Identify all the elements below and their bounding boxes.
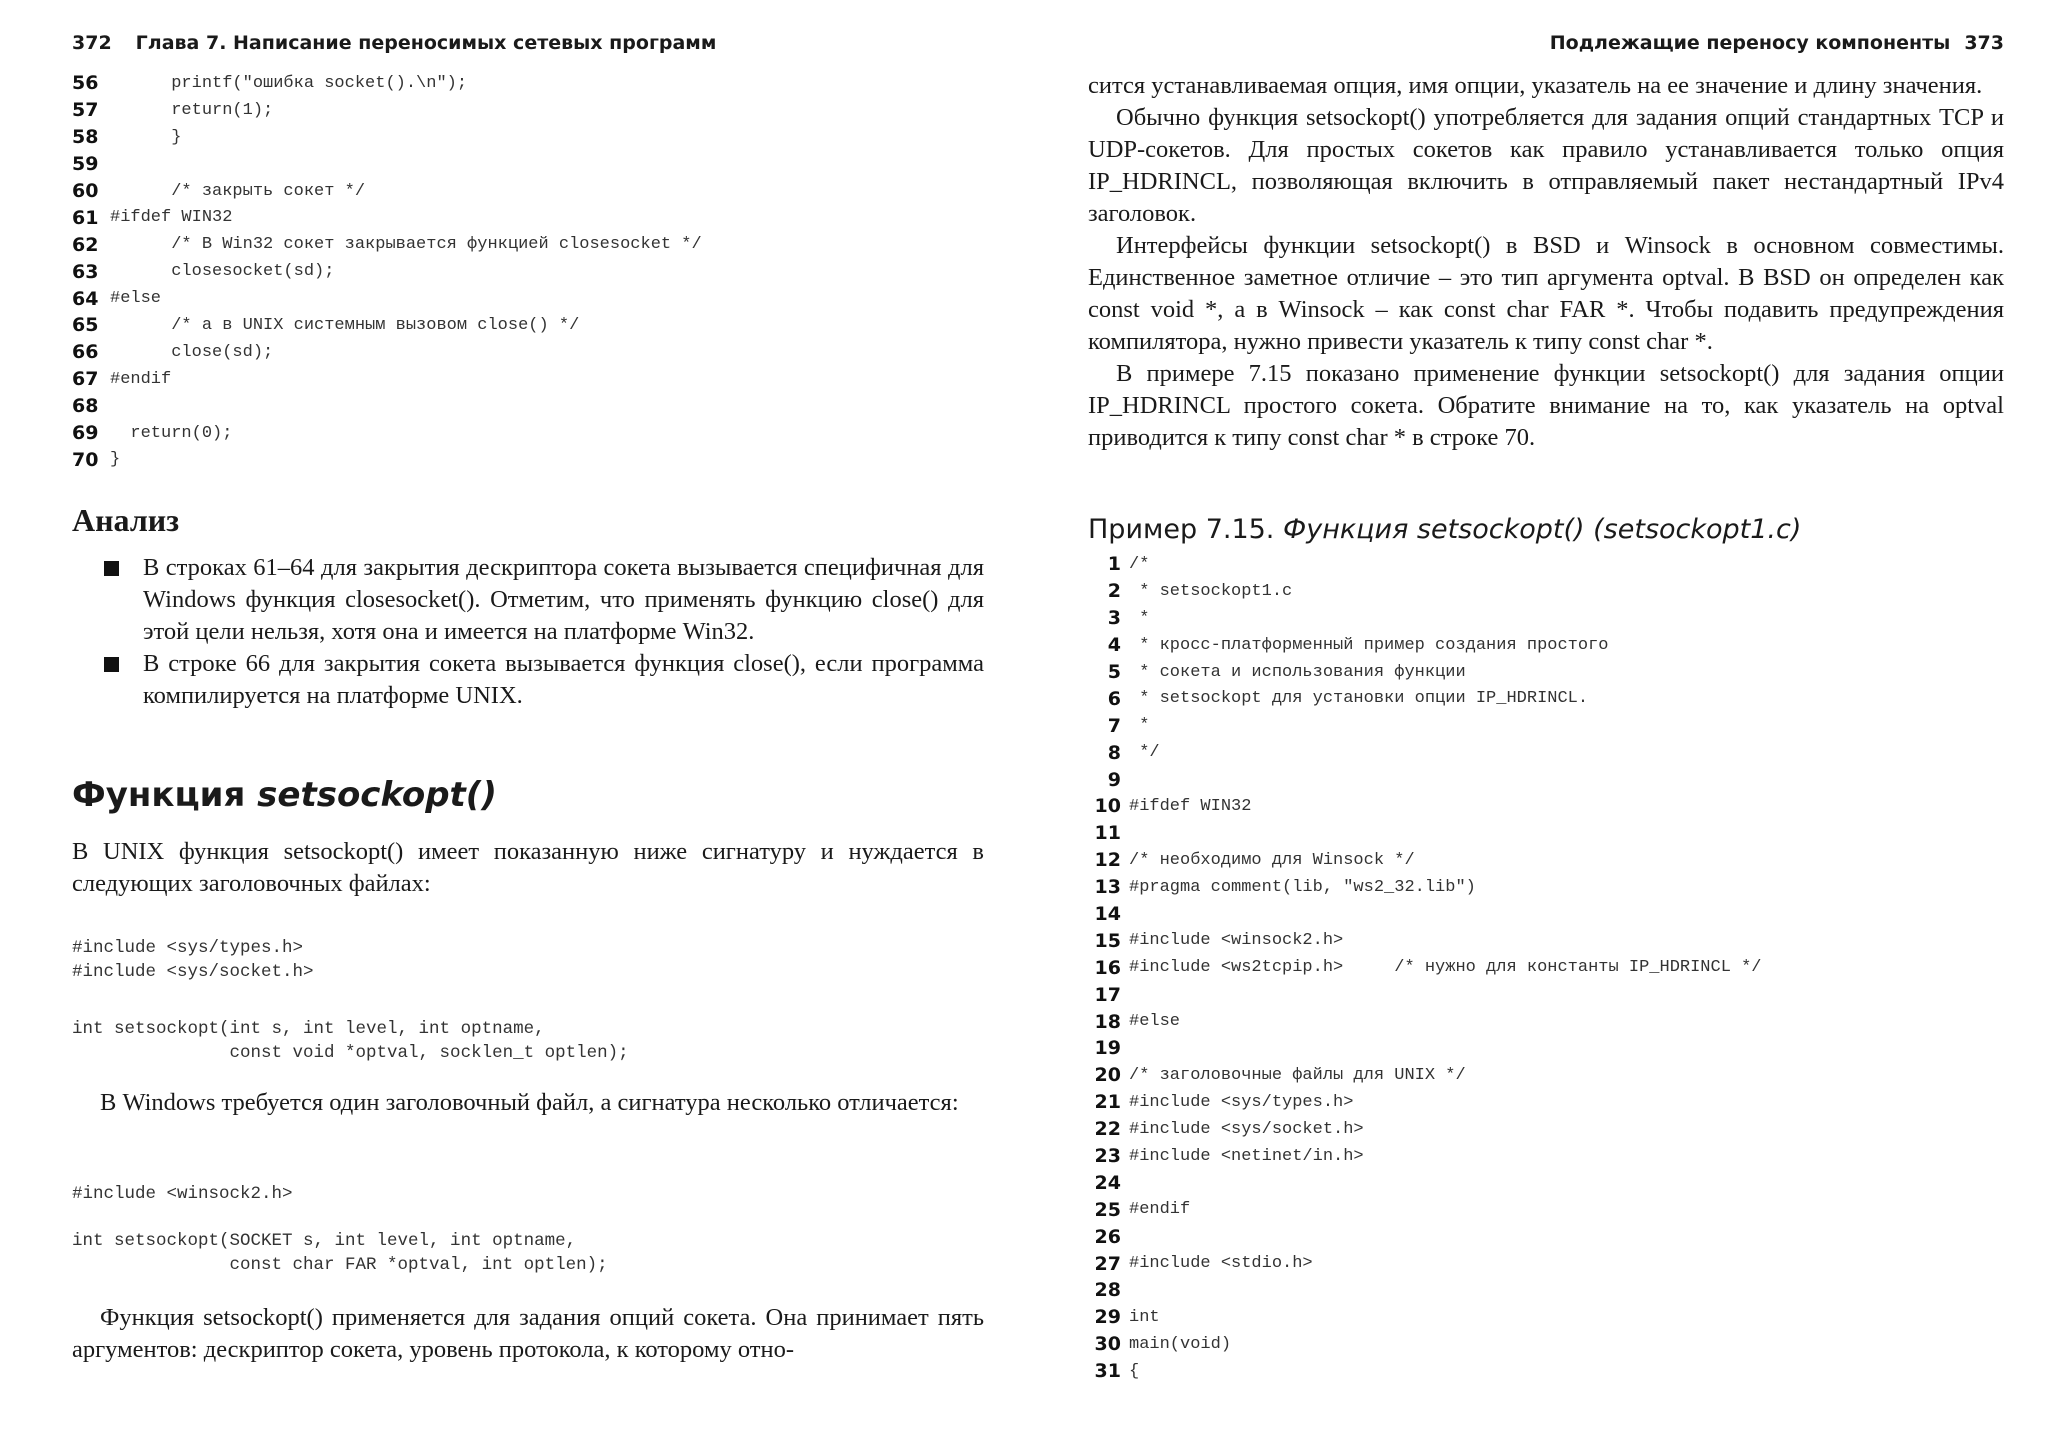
code-line [72,420,702,447]
example-caption [1088,514,1801,545]
code-line [1088,901,1762,928]
code-text: #include <netinet/in.h> [1129,1146,1364,1166]
code-line [1088,739,1762,766]
line-number: 22 [1094,1118,1121,1141]
code-text: /* закрыть сокет */ [110,181,366,201]
line-number: 6 [1107,687,1121,710]
code-line [1088,874,1762,901]
line-number: 10 [1094,795,1121,818]
line-number: 1 [1107,553,1121,576]
line-number: 66 [72,341,99,364]
line-number: 13 [1094,876,1121,899]
section-title [72,775,497,815]
line-number: 17 [1094,983,1121,1006]
paragraph: В UNIX функция setsockopt() имеет показанную ниже сигнатуру и нуждается в следующих заголовочных файлах: [72,838,984,897]
code-line [1088,1250,1762,1277]
code-listing-left [72,70,702,473]
code-line [1088,1331,1762,1358]
code-line [1088,659,1762,686]
code-line [1088,605,1762,632]
line-number: 12 [1094,849,1121,872]
bullet-text: В строке 66 для закрытия сокета вызывается функция close(), если программа компилируется на платформе UNIX. [143,650,984,709]
line-number: 15 [1094,929,1121,952]
line-number: 56 [72,72,99,95]
line-number: 23 [1094,1145,1121,1168]
code-line [1088,1169,1762,1196]
code-text: closesocket(sd); [110,262,335,282]
section-title-prefix: Функция [72,775,246,815]
code-line [1088,1116,1762,1143]
line-number: 29 [1094,1306,1121,1329]
code-text: main(void) [1129,1334,1232,1354]
code-text: /* [1129,554,1150,574]
code-line [72,151,702,178]
code-text: */ [1129,743,1160,763]
code-line [1088,578,1762,605]
square-bullet-icon [104,657,119,672]
line-number: 57 [72,99,99,122]
code-line [1088,766,1762,793]
code-line [72,70,702,97]
code-line [1088,793,1762,820]
left-page [72,0,984,1447]
code-line [1088,1062,1762,1089]
line-number: 8 [1107,741,1121,764]
line-number: 69 [72,422,99,445]
code-block-win-signature: int setsockopt(SOCKET s, int level, int optname, const char FAR *optval, int optlen); [72,1231,608,1275]
line-number: 5 [1107,661,1121,683]
code-text: /* заголовочные файлы для UNIX */ [1129,1065,1466,1085]
paragraph: Обычно функция setsockopt() употребляется для задания опций стандартных TCP и UDP-сокетов. Для простых сокетов как правило устанавливается только опция IP_HDRINCL, позволяющая включить в отправляемый пакет нестандартный IPv4 заголовок. [1088,104,2004,227]
analysis-heading: Анализ [72,502,180,538]
line-number: 26 [1094,1225,1121,1248]
code-text: /* а в UNIX системным вызовом close() */ [110,315,580,335]
bullet-text: В строках 61–64 для закрытия дескриптора сокета вызывается специфичная для Windows функция closesocket(). Отметим, что применять функцию close() для этой цели нельзя, хотя она и имеется на платформе Win32. [143,554,984,645]
code-text: #include <stdio.h> [1129,1254,1313,1274]
paragraph: В Windows требуется один заголовочный файл, а сигнатура несколько отличается: [100,1089,959,1116]
code-line [1088,981,1762,1008]
code-block-unix-signature: int setsockopt(int s, int level, int optname, const void *optval, socklen_t optlen); [72,1019,629,1063]
line-number: 61 [72,206,99,229]
bullet-list [72,552,984,712]
line-number: 21 [1094,1091,1121,1114]
code-line [72,178,702,205]
code-text: * [1129,716,1150,736]
paragraph: Интерфейсы функции setsockopt() в BSD и Winsock в основном совместимы. Единственное заметное отличие – это тип аргумента optval. В BSD он определен как const void *, а в Winsock – как const char FAR *. Чтобы подавить предупреждения компилятора, нужно привести указатель к типу const char *. [1088,232,2004,355]
code-text: * сокета и использования функции [1129,662,1466,682]
list-item [72,552,984,648]
code-line [72,231,702,258]
line-number: 30 [1094,1333,1121,1356]
code-line [1088,632,1762,659]
line-number: 4 [1107,634,1121,657]
line-number: 24 [1094,1171,1121,1194]
code-line [1088,1008,1762,1035]
code-line [1088,1035,1762,1062]
code-text: #endif [110,369,172,389]
line-number: 68 [72,395,99,418]
line-number: 18 [1094,1010,1121,1033]
code-text: /* В Win32 сокет закрывается функцией closesocket */ [110,235,702,255]
code-line [1088,685,1762,712]
line-number: 65 [72,314,99,337]
code-text: #else [110,289,162,309]
code-line [72,124,702,151]
paragraph: сится устанавливаемая опция, имя опции, указатель на ее значение и длину значения. [1088,72,1983,99]
code-line [72,258,702,285]
code-line [1088,1089,1762,1116]
code-listing-right [1088,551,1762,1385]
chapter-title: Глава 7. Написание переносимых сетевых программ [135,32,717,54]
code-text: #pragma comment(lib, "ws2_32.lib") [1129,877,1476,897]
page-number: 373 [1964,32,2004,54]
code-line [1088,847,1762,874]
list-item [72,648,984,712]
code-line [72,446,702,473]
line-number: 3 [1107,607,1121,630]
section-title-function: setsockopt() [257,775,497,815]
line-number: 20 [1094,1064,1121,1087]
line-number: 60 [72,180,99,202]
line-number: 64 [72,287,99,310]
code-text: #ifdef WIN32 [110,208,233,228]
code-line [1088,1223,1762,1250]
code-text: int [1129,1307,1160,1327]
left-running-head [72,28,984,58]
code-text: * setsockopt для установки опции IP_HDRINCL. [1129,689,1589,709]
code-line [1088,1277,1762,1304]
code-line [1088,954,1762,981]
line-number: 28 [1094,1279,1121,1302]
code-line [1088,712,1762,739]
code-text: return(1); [110,100,274,120]
code-text: printf("ошибка socket().\n"); [110,73,468,93]
right-body-text [1088,70,2004,454]
code-text: } [110,127,182,147]
page-number: 372 [72,32,112,54]
code-text: #include <sys/socket.h> [1129,1119,1364,1139]
code-text: #ifdef WIN32 [1129,796,1252,816]
code-text: } [110,450,121,470]
paragraph: В примере 7.15 показано применение функции setsockopt() для задания опции IP_HDRINCL простого сокета. Обратите внимание на то, как указатель на optval приводится к типу const char * в строке 70. [1088,360,2004,451]
code-line [1088,551,1762,578]
line-number: 25 [1094,1198,1121,1221]
line-number: 59 [72,153,99,176]
code-text: #include <winsock2.h> [1129,931,1344,951]
code-line [1088,1358,1762,1385]
code-line [72,393,702,420]
code-block-win-include: #include <winsock2.h> [72,1184,293,1204]
code-text: * setsockopt1.c [1129,581,1293,601]
code-text: { [1129,1361,1140,1381]
code-line [72,366,702,393]
code-line [72,339,702,366]
line-number: 70 [72,448,99,471]
right-running-head [1088,28,2004,58]
code-text: #else [1129,1012,1181,1032]
line-number: 9 [1107,768,1121,791]
code-line [72,204,702,231]
line-number: 63 [72,260,99,283]
line-number: 27 [1094,1252,1121,1275]
example-title: Функция setsockopt() (setsockopt1.c) [1282,514,1802,545]
code-text: #include <sys/types.h> [1129,1092,1354,1112]
code-line [1088,1143,1762,1170]
code-text: * кросс-платформенный пример создания простого [1129,635,1609,655]
code-text: return(0); [110,423,233,443]
code-text: #include <ws2tcpip.h> /* нужно для константы IP_HDRINCL */ [1129,958,1762,978]
code-line [1088,927,1762,954]
line-number: 62 [72,233,99,256]
line-number: 67 [72,368,99,391]
example-label: Пример 7.15. [1088,514,1275,545]
code-line [1088,820,1762,847]
code-line [72,97,702,124]
section-running-title: Подлежащие переносу компоненты [1549,32,1951,54]
code-text: /* необходимо для Winsock */ [1129,850,1415,870]
right-page [1088,0,2004,1447]
paragraph: Функция setsockopt() применяется для задания опций сокета. Она принимает пять аргументов: дескриптор сокета, уровень протокола, к которому отно- [72,1304,984,1363]
square-bullet-icon [104,561,119,576]
line-number: 31 [1094,1360,1121,1383]
line-number: 19 [1094,1037,1121,1060]
line-number: 11 [1094,822,1121,845]
code-text: close(sd); [110,342,274,362]
code-block-unix-includes: #include <sys/types.h> #include <sys/socket.h> [72,938,314,982]
line-number: 58 [72,126,99,149]
line-number: 16 [1094,956,1121,979]
code-text: #endif [1129,1200,1191,1220]
code-line [1088,1304,1762,1331]
code-line [72,285,702,312]
code-line [72,312,702,339]
line-number: 2 [1107,580,1121,603]
code-line [1088,1196,1762,1223]
code-text: * [1129,608,1150,628]
line-number: 7 [1107,714,1121,737]
line-number: 14 [1094,903,1121,926]
